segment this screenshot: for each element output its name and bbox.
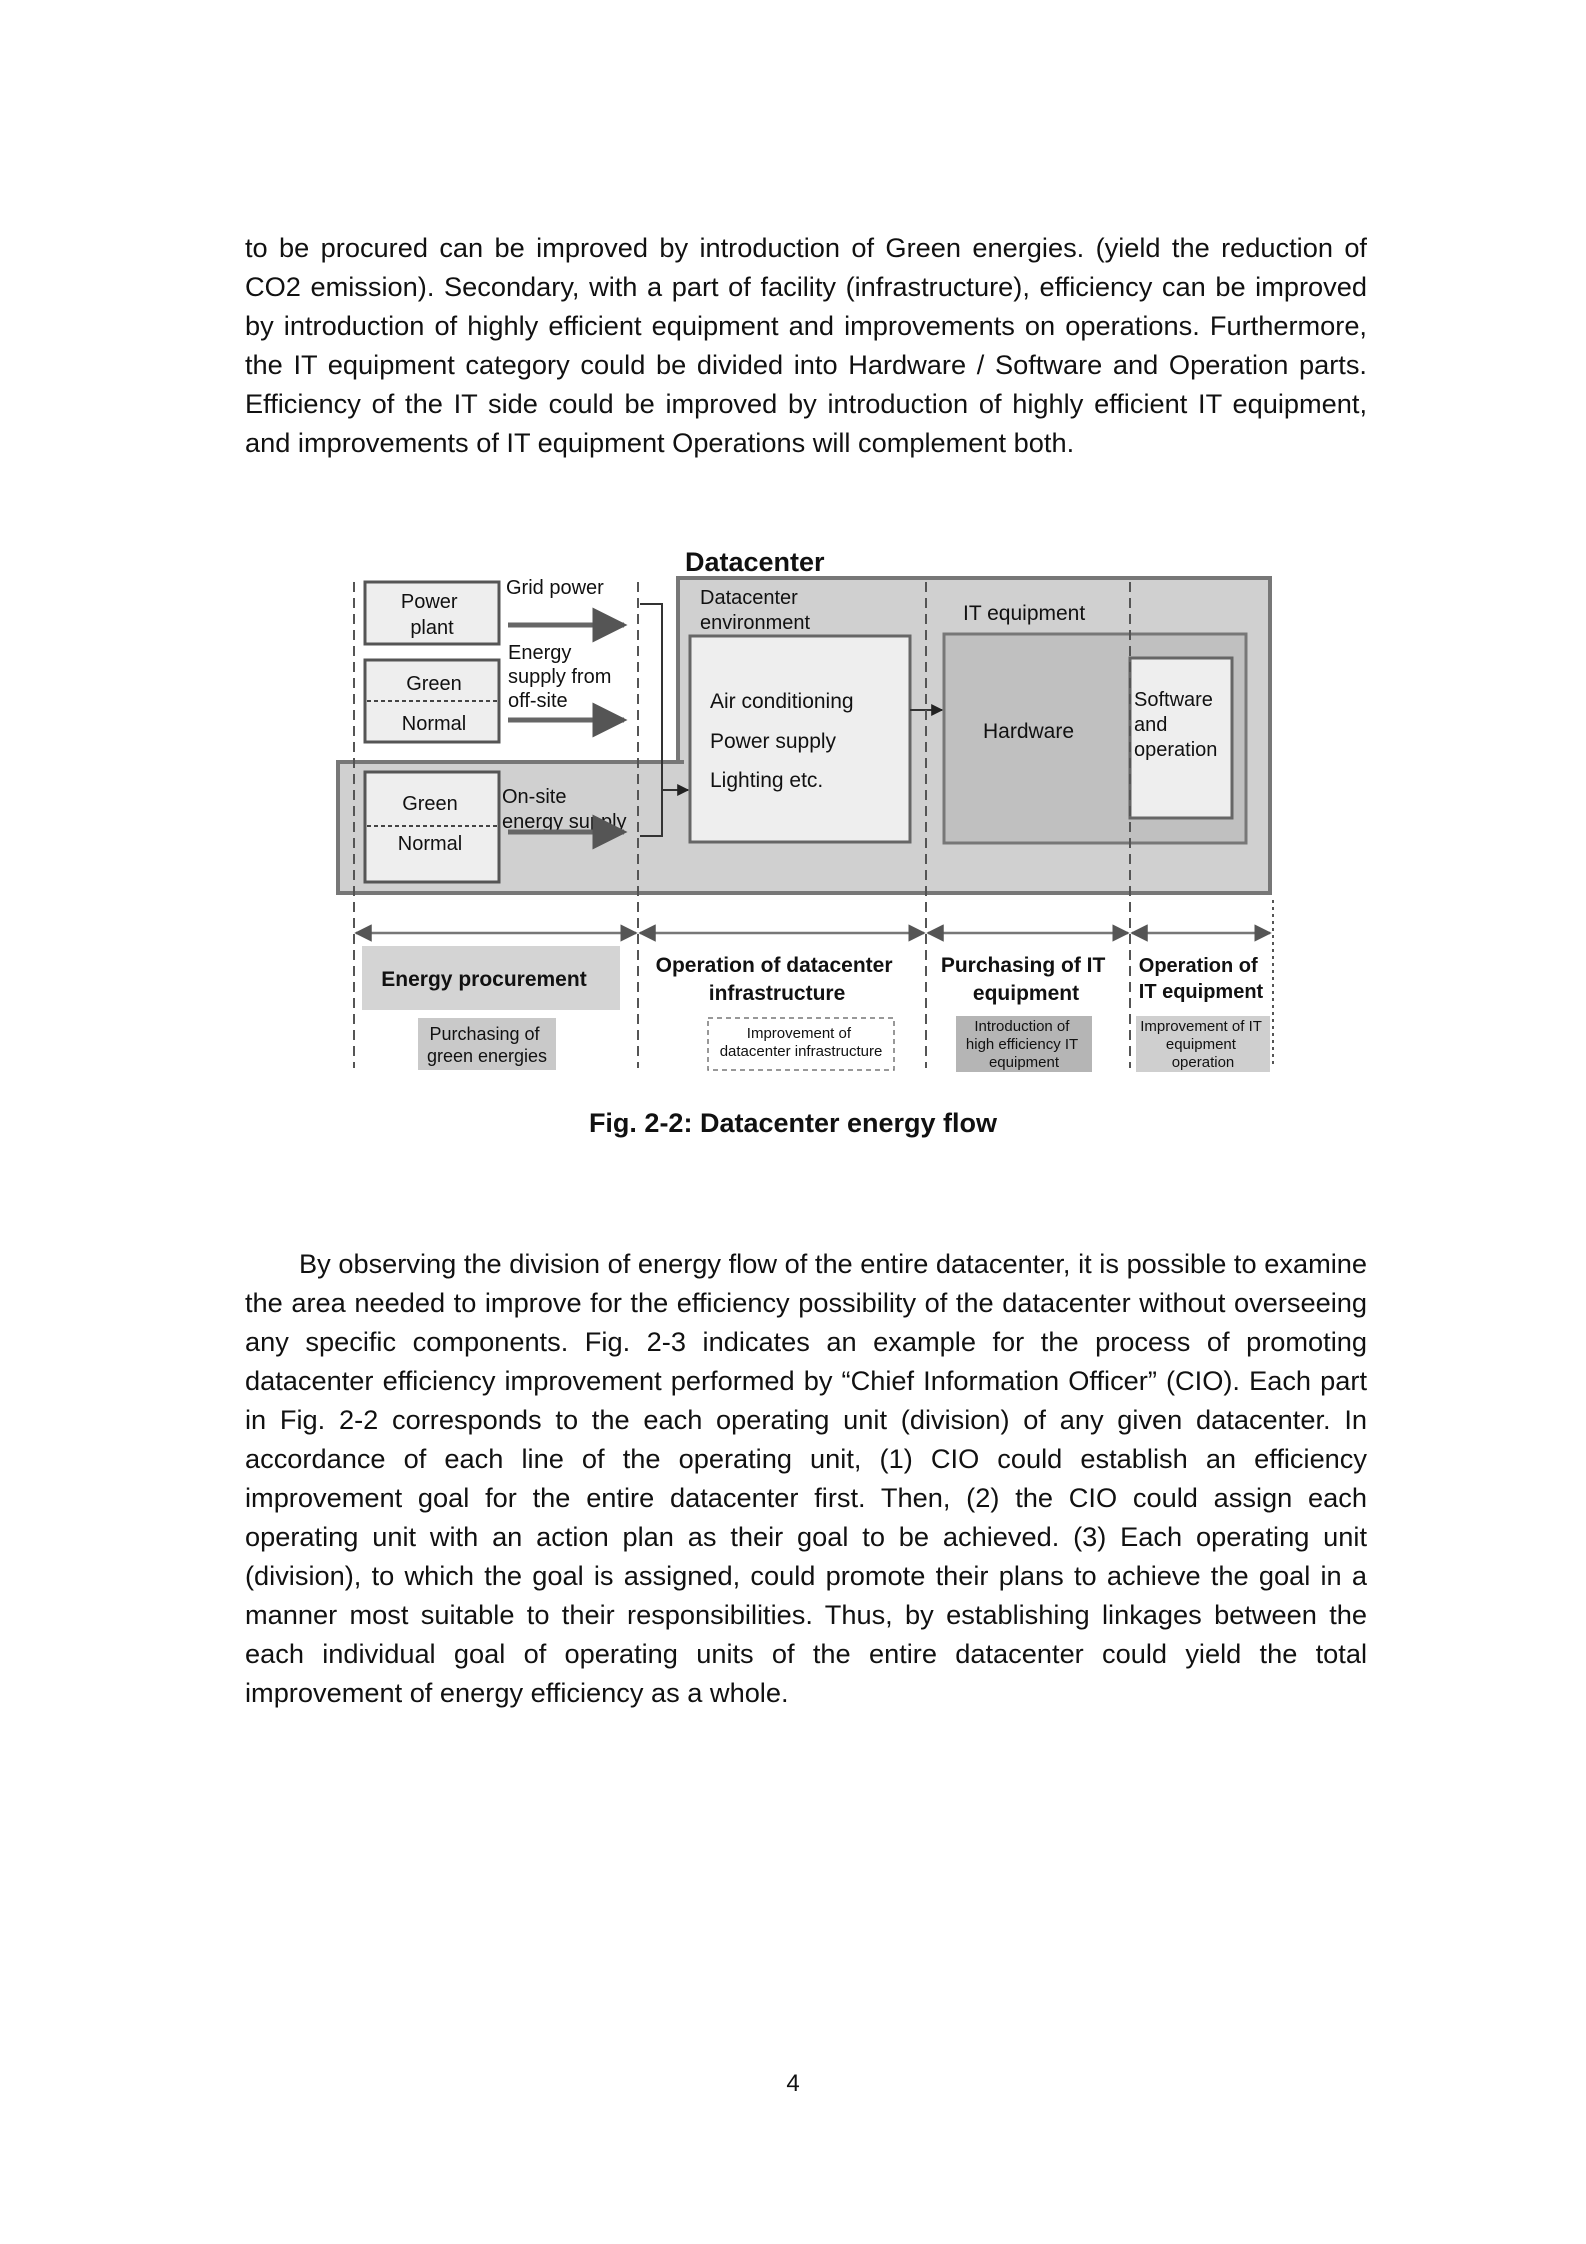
power-plant-label: Power plant [400,591,458,639]
facilities-labels: Air conditioning Power supply Lighting etc. [710,690,854,792]
operation-it-label: Operation of IT equipment [1138,955,1264,1003]
software-label: Software and operation [1134,689,1218,761]
green-energies-label: Purchasing of green energies [426,1024,548,1066]
onsite-supply-label: On-site energy supply [502,786,627,833]
energy-flow-diagram [0,0,1586,1100]
grid-power-label: Grid power [506,577,604,599]
operation-infra-label: Operation of datacenter infrastructure [655,954,893,1005]
body-paragraph-bottom: By observing the division of energy flow of the entire datacenter, it is possible to examine the area needed to improve for the efficiency possibility of the datacenter without overseeing any specific components. Fig. 2-3 indicates an example for the process of promoting datacenter efficiency improvement performed by “Chief Information Officer” (CIO). Each part in Fig. 2-2 corresponds to the each operating unit (division) of any given datacenter. In accordance of each line of the operating unit, (1) CIO could establish an efficiency improvement goal for the entire datacenter first. Then, (2) the CIO could assign each operating unit with an action plan as their goal to be achieved. (3) Each operating unit (division), to which the goal is assigned, could promote their plans to achieve the goal in a manner most suitable to their responsibilities. Thus, by establishing linkages between the each individual goal of operating units of the entire datacenter could yield the total improvement of energy efficiency as a whole. [245,1248,1367,1708]
figure-caption: Fig. 2-2: Datacenter energy flow [588,1108,998,1138]
energy-offsite-label: Energy supply from off-site [508,642,612,712]
offsite-green-label: Green [406,673,462,695]
purchasing-it-label: Purchasing of IT equipment [940,954,1106,1005]
onsite-normal-label: Normal [397,833,463,855]
it-equipment-label: IT equipment [963,602,1086,625]
improve-infra-label: Improvement of datacenter infrastructure [719,1025,883,1060]
software-box [1130,658,1232,818]
hardware-label: Hardware [983,720,1075,743]
dc-environment-label: Datacenter environment [700,587,811,634]
onsite-green-label: Green [402,793,458,815]
energy-procurement-label: Energy procurement [381,968,587,991]
page-number: 4 [786,2070,800,2097]
datacenter-title: Datacenter [685,547,825,577]
body-paragraph-top: to be procured can be improved by introduction of Green energies. (yield the reduction of CO2 emission). Secondary, with a part of facility (infrastructure), efficiency can be improved by introduction of highly efficient equipment and improvements on operations. Furthermore, the IT equipment category could be divided into Hardware / Software and Operation parts. Efficiency of the IT side could be improved by introduction of highly efficient IT equipment, and improvements of IT equipment Operations will complement both. [245,232,1367,458]
improve-it-ops-label: Improvement of IT equipment operation [1140,1018,1262,1071]
high-eff-it-label: Introduction of high efficiency IT equipment [965,1018,1078,1071]
offsite-normal-label: Normal [401,713,467,735]
